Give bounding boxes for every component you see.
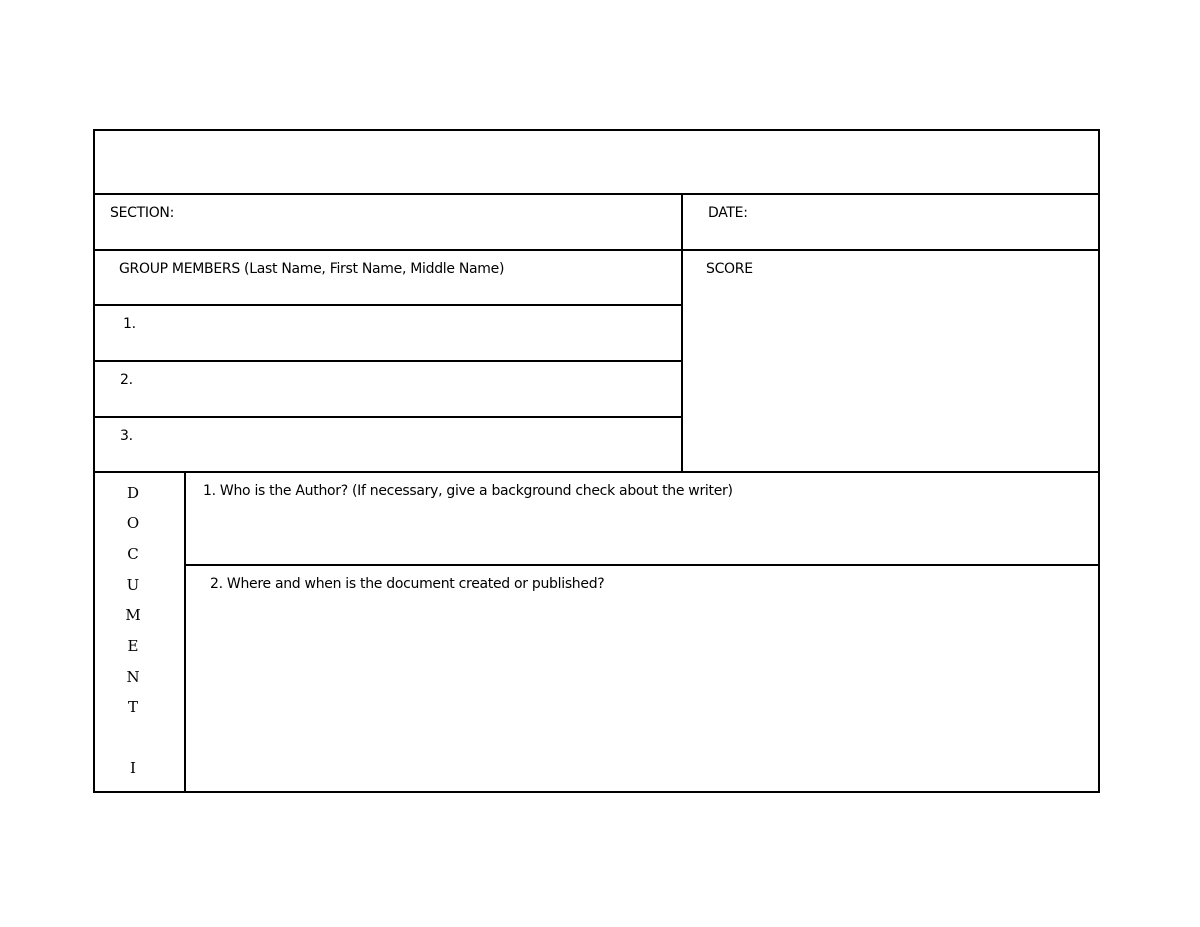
member-line-2: 2. xyxy=(120,372,133,388)
question-author: 1. Who is the Author? (If necessary, give a background check about the writer) xyxy=(203,483,733,499)
document-letter-o: O xyxy=(126,514,140,532)
member-line-3: 3. xyxy=(120,428,133,444)
worksheet-frame xyxy=(93,129,1100,793)
document-letter-i: I xyxy=(130,759,136,777)
rule-column-divider xyxy=(681,193,683,473)
member-line-1: 1. xyxy=(123,316,136,332)
document-letter-t: T xyxy=(127,698,138,716)
section-label: SECTION: xyxy=(110,205,174,221)
rule-below-section xyxy=(95,249,1098,251)
document-letter-e: E xyxy=(127,637,139,655)
group-members-label: GROUP MEMBERS (Last Name, First Name, Middle Name) xyxy=(119,261,505,277)
document-letter-d: D xyxy=(126,484,140,502)
rule-between-questions xyxy=(185,564,1098,566)
document-letter-c: C xyxy=(127,545,139,563)
rule-above-document xyxy=(95,471,1098,473)
rule-below-member-1 xyxy=(95,360,682,362)
rule-below-member-2 xyxy=(95,416,682,418)
rule-below-group-header xyxy=(95,304,682,306)
document-letter-n: N xyxy=(126,668,140,686)
score-label: SCORE xyxy=(706,261,753,277)
rule-below-title xyxy=(95,193,1098,195)
question-where-when: 2. Where and when is the document created or published? xyxy=(210,576,605,592)
rule-document-column xyxy=(184,471,186,791)
date-label: DATE: xyxy=(708,205,748,221)
document-letter-u: U xyxy=(126,576,140,594)
document-letter-m: M xyxy=(125,606,141,624)
